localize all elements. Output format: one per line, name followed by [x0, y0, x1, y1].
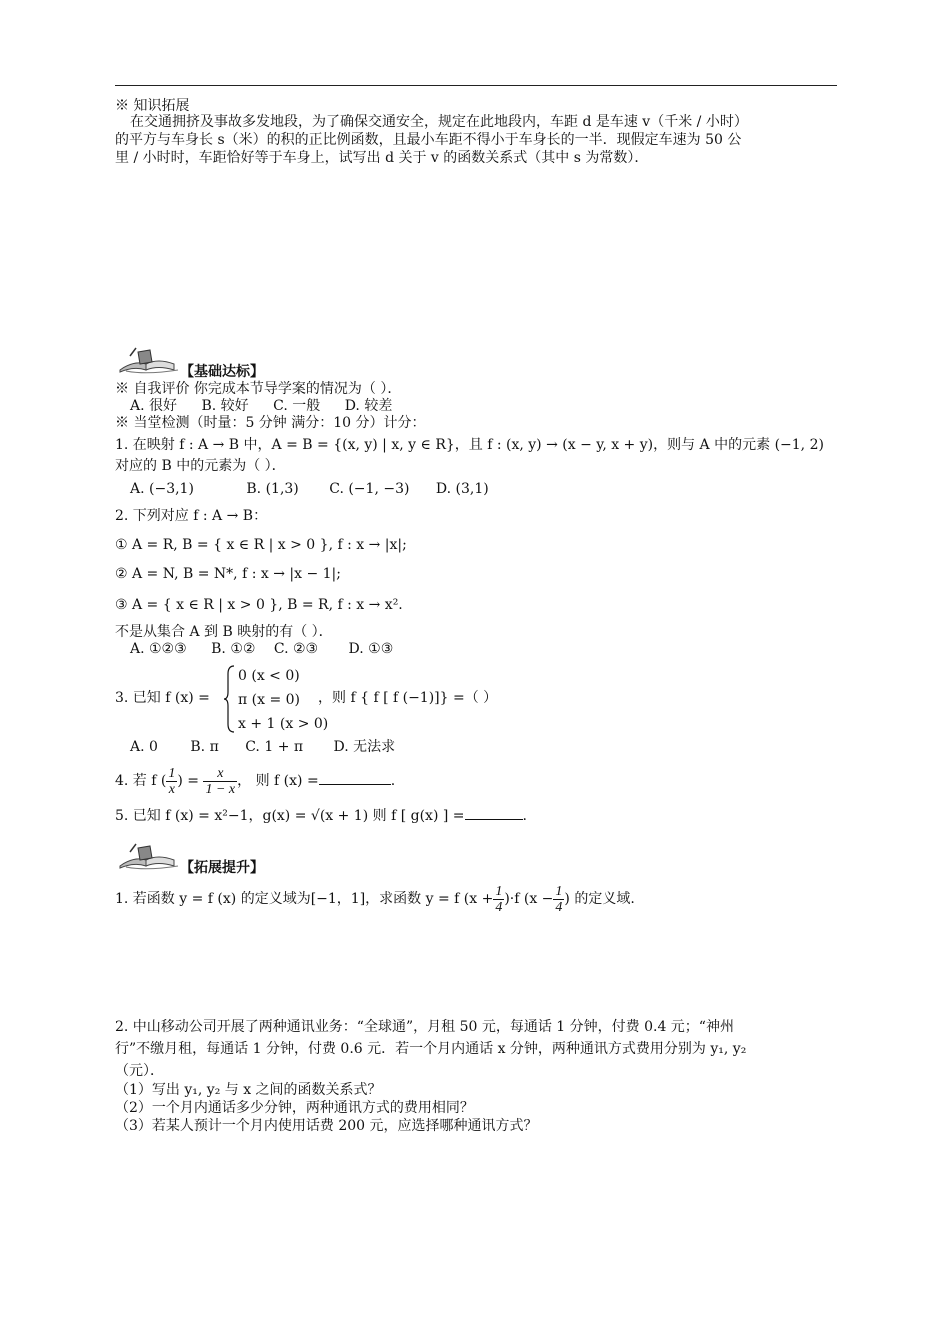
ext-q1-part-c: ) 的定义域.	[564, 891, 635, 907]
self-eval-options	[130, 398, 392, 415]
test-heading: ※ 当堂检测（时量：5 分钟 满分：10 分）计分：	[115, 415, 426, 431]
q4-part-c: ， 则 f (x) =	[237, 773, 319, 789]
ext-q1-fraction-1	[493, 884, 504, 915]
q2-options	[130, 641, 393, 658]
ext-q1-frac1-denominator: 4	[495, 899, 503, 915]
q1-opt-d: D. (3,1)	[435, 481, 489, 497]
q5-part-a: 5. 已知 f (x) = x²−1，g(x) = √(x + 1) 则 f [ g(x) ] =	[115, 808, 465, 824]
self-opt-b: B. 较好	[201, 398, 249, 414]
q3-options	[130, 739, 395, 756]
q2-opt-c: C. ②③	[273, 641, 319, 657]
q5-answer-blank[interactable]	[465, 807, 523, 820]
q4-frac2-denominator: 1 − x	[205, 781, 236, 797]
q1-opt-a: A. (−3,1)	[130, 481, 194, 497]
self-eval: ※ 自我评价 你完成本节导学案的情况为（ ）．	[115, 381, 402, 397]
q3-cases	[238, 664, 328, 736]
q1-opt-c: C. (−1, −3)	[329, 481, 410, 497]
q1-options	[130, 481, 489, 498]
q4-part-d: .	[390, 773, 396, 789]
ext-q1	[115, 882, 635, 916]
ext-q1-frac2-numerator: 1	[555, 883, 563, 899]
q3-case-1: 0 (x < 0)	[238, 668, 300, 684]
top-rule	[115, 85, 837, 86]
self-opt-c: C. 一般	[273, 398, 321, 414]
ext-q2-line1: 2. 中山移动公司开展了两种通讯业务：“全球通”，月租 50 元，每通话 1 分钟，付费 0.4 元；“神州	[115, 1019, 734, 1035]
ext-q1-fraction-2	[553, 884, 564, 915]
ext-q2-line2: 行”不缴月租，每通话 1 分钟，付费 0.6 元．若一个月内通话 x 分钟，两种通讯方式费用分别为 y₁, y₂	[115, 1041, 747, 1057]
q1-line1: 1. 在映射 f : A → B 中，A = B = {(x, y) | x, y ∈ R}，且 f : (x, y) → (x − y, x + y)，则与 A 中的元素 (−1, 2)	[115, 437, 824, 453]
self-opt-d: D. 较差	[344, 398, 393, 414]
extension-section-title: 【拓展提升】	[180, 860, 264, 876]
book-icon	[116, 842, 180, 870]
q2-opt-b: B. ①②	[211, 641, 256, 657]
ext-q2-sub1: （1）写出 y₁, y₂ 与 x 之间的函数关系式？	[115, 1082, 382, 1098]
q4-fraction-1	[166, 766, 177, 797]
ext-paragraph-line2: 的平方与车身长 s（米）的积的正比例函数，且最小车距不得小于车身长的一半．现假定车速为 50 公	[115, 132, 742, 148]
q3-case-3: x + 1 (x > 0)	[238, 716, 329, 732]
q2-opt-d: D. ①③	[348, 641, 394, 657]
q1-line2: 对应的 B 中的元素为（ ）．	[115, 458, 286, 474]
q3-case-2: π (x = 0)	[238, 692, 301, 708]
book-icon	[116, 346, 180, 374]
q3-suffix: ，则 f { f [ f (−1)]} =（ ）	[318, 690, 498, 706]
q4-fraction-2	[203, 766, 237, 797]
q4	[115, 764, 395, 798]
q4-part-a: 4. 若 f (	[115, 773, 167, 789]
q5	[115, 807, 527, 825]
basic-section-title: 【基础达标】	[180, 364, 264, 380]
ext-q2-sub3: （3）若某人预计一个月内使用话费 200 元，应选择哪种通讯方式？	[115, 1118, 538, 1134]
q4-frac1-numerator: 1	[168, 765, 176, 781]
ext-q2-sub2: （2）一个月内通话多少分钟，两种通讯方式的费用相同？	[115, 1100, 474, 1116]
ext-q1-part-a: 1. 若函数 y = f (x) 的定义域为[−1，1]，求函数 y = f (x +	[115, 891, 494, 907]
q5-part-b: .	[522, 808, 527, 824]
q1-opt-b: B. (1,3)	[246, 481, 299, 497]
q4-answer-blank[interactable]	[319, 772, 391, 785]
q2-opt-a: A. ①②③	[130, 641, 187, 657]
q4-frac1-denominator: x	[168, 781, 175, 797]
ext-paragraph-line3: 里 / 小时时，车距恰好等于车身上，试写出 d 关于 v 的函数关系式（其中 s 为常数）．	[115, 150, 649, 166]
ext-q2-line3: （元）．	[115, 1063, 164, 1079]
ext-q1-part-b: )·f (x −	[504, 891, 554, 907]
q2-item-3: ③ A = { x ∈ R | x > 0 }, B = R, f : x → x².	[115, 597, 403, 613]
q3-opt-c: C. 1 + π	[245, 739, 304, 755]
ext-paragraph-line1: 在交通拥挤及事故多发地段，为了确保交通安全，规定在此地段内，车距 d 是车速 v（千米 / 小时）	[130, 114, 748, 130]
ext-heading: ※ 知识拓展	[115, 98, 190, 114]
q3-opt-b: B. π	[190, 739, 219, 755]
q2-item-1: ① A = R, B = { x ∈ R | x > 0 }, f : x → |x|;	[115, 537, 407, 553]
ext-q1-frac1-numerator: 1	[495, 883, 503, 899]
q3-prefix: 3. 已知 f (x) =	[115, 690, 210, 706]
self-opt-a: A. 很好	[130, 398, 178, 414]
q4-frac2-numerator: x	[203, 766, 237, 782]
q2-heading: 2. 下列对应 f : A → B：	[115, 508, 268, 524]
q2-item-2: ② A = N, B = N*, f : x → |x − 1|;	[115, 566, 341, 582]
q3-left-brace	[224, 664, 236, 734]
ext-q1-frac2-denominator: 4	[555, 899, 563, 915]
q3-opt-a: A. 0	[130, 739, 158, 755]
q3-opt-d: D. 无法求	[333, 739, 396, 755]
q2-tail: 不是从集合 A 到 B 映射的有（ ）．	[115, 624, 333, 640]
q4-part-b: ) =	[177, 773, 200, 789]
